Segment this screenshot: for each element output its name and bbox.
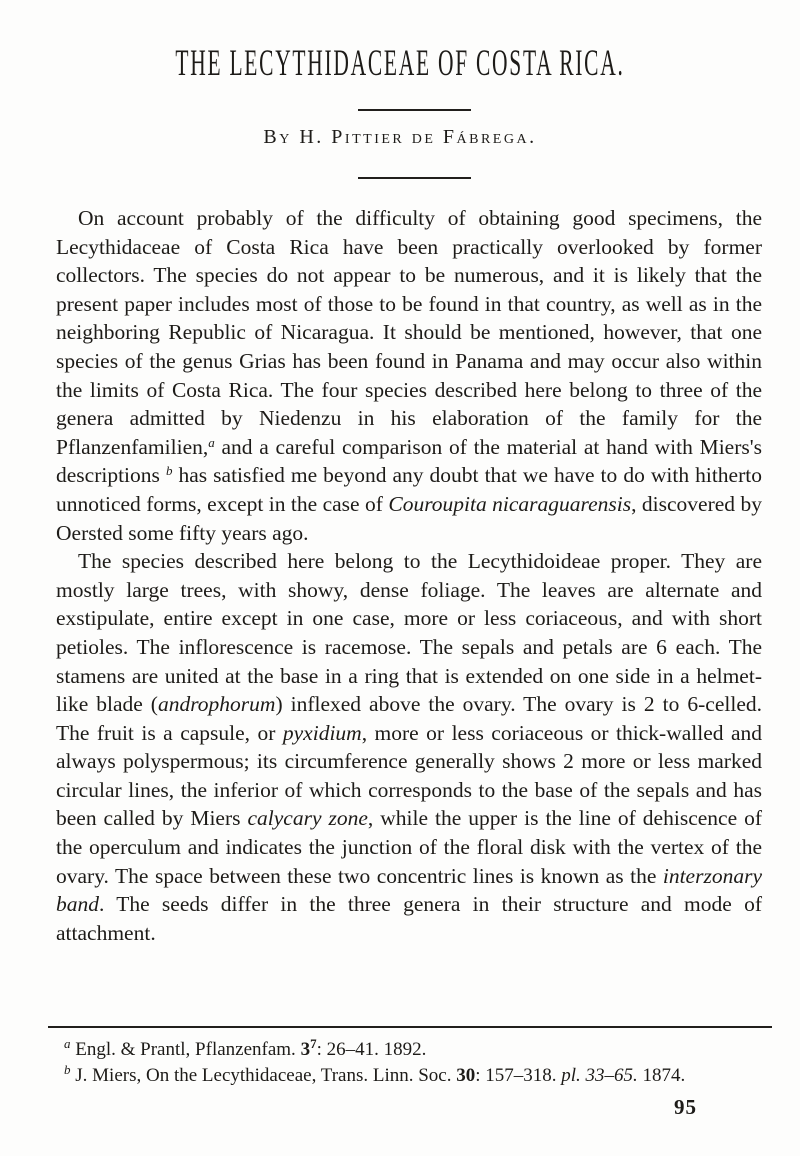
text-segment: , more or less coriaceous or thick-walled and always polyspermous; its circumference generally shows 2 more or less marked circular lines, the inferior of which corresponds to the base of the sepals and has been called by Miers xyxy=(56,720,763,831)
volume-part-superscript: 7 xyxy=(310,1036,317,1051)
footnote-ref-b: b xyxy=(165,463,173,479)
text-segment: : 157–318. xyxy=(475,1065,562,1086)
footnote-b xyxy=(48,1063,772,1089)
text-segment: : 26–41. 1892. xyxy=(316,1039,427,1060)
divider-mid xyxy=(358,177,471,179)
text-segment: , while the upper is the line of dehiscence of the operculum and indicates the junction of the floral disk with the vertex of the ovary. The space between these two concentric lines is known as the xyxy=(56,806,762,888)
text-segment: On account probably of the difficulty of obtaining good specimens, the Lecythidaceae of Costa Rica have been practically overlooked by former collectors. The species do not appear to be numerous, and it is likely that the present paper includes most of those to be found in that country, as well as in the neighboring Republic of Nicaragua. It should be mentioned, however, that one species of the genus Grias has been found in Panama and may occur also within the limits of Costa Rica. The four species described here belong to three of the genera admitted by Niedenzu in his elaboration of the family for the Pflanzenfamilien, xyxy=(56,206,762,459)
divider-top xyxy=(358,109,471,111)
volume-number: 30 xyxy=(456,1065,476,1086)
species-name: Couroupita nicaraguarensis xyxy=(388,491,632,516)
text-segment: has satisfied me beyond any doubt that we have to do with hitherto unnoticed forms, except in the case of xyxy=(56,463,762,516)
text-segment: 1874. xyxy=(637,1065,686,1086)
page-title: THE LECYTHIDACEAE OF COSTA RICA. xyxy=(175,43,625,84)
text-segment: , discovered by Oersted some fifty years ago. xyxy=(56,491,762,545)
text-segment: . The seeds differ in the three genera in their structure and mode of attachment. xyxy=(56,892,762,945)
footnote-area xyxy=(48,1026,772,1089)
volume-number: 3 xyxy=(300,1039,311,1060)
article-body xyxy=(56,204,762,947)
footnote-marker-b: b xyxy=(64,1062,71,1077)
footnote-ref-a: a xyxy=(208,434,215,450)
text-segment: J. Miers, On the Lecythidaceae, Trans. Linn. Soc. xyxy=(70,1065,457,1086)
text-segment: ) inflexed above the ovary. The ovary is 2 to 6-celled. The fruit is a capsule, or xyxy=(56,692,762,745)
text-segment: and a careful comparison of the material at hand with Miers's descriptions xyxy=(56,434,762,488)
page-number: 95 xyxy=(674,1095,697,1119)
botanical-term: interzonary band xyxy=(56,863,762,917)
botanical-term: calycary zone xyxy=(247,806,368,831)
text-segment: Engl. & Prantl, Pflanzenfam. xyxy=(70,1039,301,1060)
text-segment: The species described here belong to the Lecythidoideae proper. They are mostly large trees, with showy, dense foliage. The leaves are alternate and exstipulate, entire except in one case, more or less coriaceous, and with short petioles. The inflorescence is racemose. The sepals and petals are 6 each. The stamens are united at the base in a ring that is extended on one side in a helmet-like blade ( xyxy=(56,549,762,717)
footnote-divider xyxy=(48,1026,772,1028)
botanical-term: androphorum xyxy=(157,692,276,717)
byline: By H. Pittier de Fábrega. xyxy=(263,126,537,148)
paragraph-1 xyxy=(56,204,762,547)
plate-reference: pl. 33–65. xyxy=(561,1065,638,1086)
footnote-a xyxy=(48,1037,772,1063)
botanical-term: pyxidium xyxy=(282,720,362,745)
footnote-marker-a: a xyxy=(64,1036,71,1051)
paragraph-2 xyxy=(56,547,762,947)
